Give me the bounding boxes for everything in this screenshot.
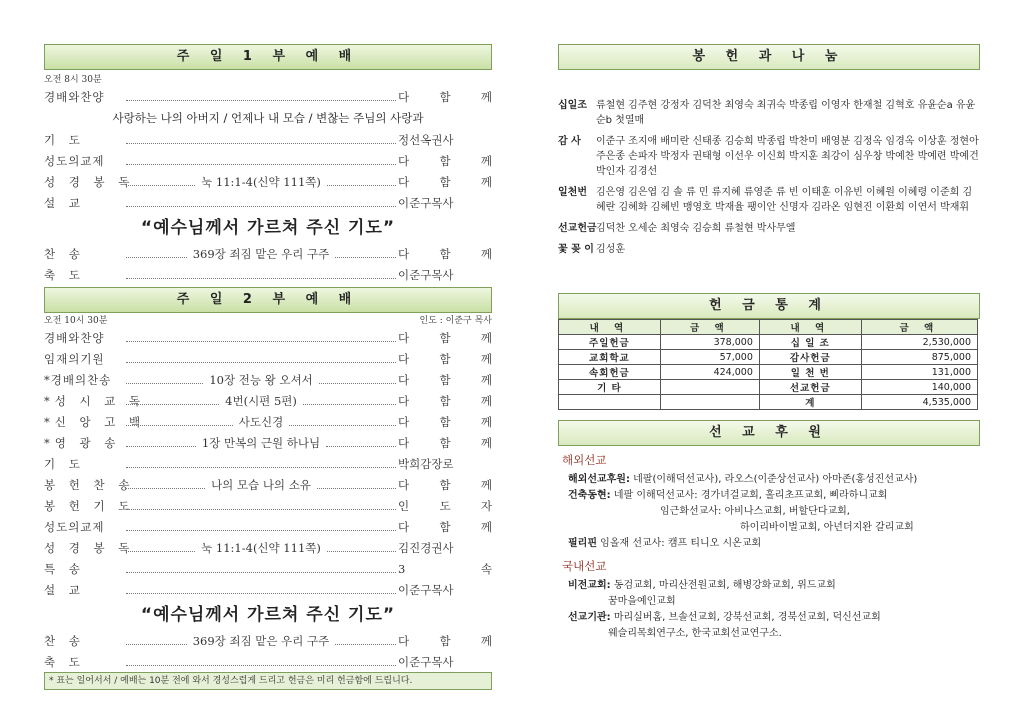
order-content: 1장 만복의 근원 하나님 <box>201 435 321 450</box>
totals-row <box>559 395 978 410</box>
order-row <box>44 516 492 537</box>
order-content: 눅 11:1-4(신약 111쪽) <box>201 174 321 189</box>
totals-label: 계 <box>759 395 861 410</box>
mission-line <box>568 520 980 536</box>
mission-label: 해외선교후원: <box>568 474 630 485</box>
totals-header: 내 역 <box>759 320 861 335</box>
order-item: 특 송 <box>44 561 85 576</box>
offering-names: 김덕찬 오세순 최영숙 김승희 류철현 박사무엘 <box>596 223 796 234</box>
order-row <box>44 558 492 579</box>
leader-dots <box>303 397 396 405</box>
leader-dots <box>126 637 187 645</box>
service2-order-a <box>44 327 492 600</box>
leader-dots <box>126 178 195 186</box>
order-row <box>44 474 492 495</box>
leader-dots <box>126 136 396 144</box>
leader-dots <box>126 250 187 258</box>
leader-dots <box>126 439 196 447</box>
order-person: 다 함 께 <box>398 633 492 648</box>
leader-dots <box>126 523 396 531</box>
mission-line <box>568 610 980 626</box>
order-item: 기 도 <box>44 132 85 147</box>
totals-label: 기 타 <box>559 380 661 395</box>
totals-label: 속회헌금 <box>559 365 661 380</box>
order-row <box>44 86 492 107</box>
order-item: 찬 송 <box>44 633 85 648</box>
offering-band: 봉 헌 과 나 눔 <box>558 44 980 70</box>
mission-line <box>568 472 980 488</box>
offering-names: 김은영 김은엽 김 솔 류 민 류지혜 류영준 류 빈 이태훈 이유빈 이혜원 이혜령 이준희 김혜란 김혜화 김혜빈 맹영호 박재율 팽이안 신명자 김라온 임현진 이환희 이연서 박재휘 <box>596 187 973 213</box>
mission-text: 동검교회, 마리산전원교회, 해병강화교회, 위드교회 <box>610 580 836 591</box>
order-person: 3 속 <box>398 561 492 576</box>
order-detail <box>124 565 398 573</box>
order-detail <box>124 93 398 101</box>
order-row <box>44 537 492 558</box>
service1-song-list: 사랑하는 나의 아버지 / 언제나 내 모습 / 변찮는 주님의 사랑과 <box>112 111 424 125</box>
leader-dots <box>335 250 396 258</box>
totals-label: 주일헌금 <box>559 335 661 350</box>
order-person: 인 도 자 <box>398 498 492 513</box>
order-item: 찬 송 <box>44 246 85 261</box>
order-row <box>44 129 492 150</box>
mission-label: 건축동현: <box>568 490 611 501</box>
order-row <box>44 579 492 600</box>
order-person: 다 함 께 <box>398 477 492 492</box>
totals-amount: 2,530,000 <box>861 335 977 350</box>
overseas-list <box>558 472 980 552</box>
totals-header: 금 액 <box>861 320 977 335</box>
order-item: 설 교 <box>44 195 85 210</box>
totals-body <box>559 335 978 410</box>
totals-header: 내 역 <box>559 320 661 335</box>
service1-order-b <box>44 129 492 213</box>
mission-line <box>568 488 980 504</box>
order-person: 정선옥권사 <box>398 132 454 147</box>
totals-label: 일 천 번 <box>759 365 861 380</box>
leader-dots <box>335 637 396 645</box>
order-content: 369장 죄짐 맡은 우리 구주 <box>192 246 330 261</box>
leader-dots <box>326 439 396 447</box>
order-item: *성 시 교 독 <box>44 393 146 408</box>
offering-label: 꽃 꽂 이 <box>558 244 594 255</box>
mission-line <box>568 626 980 642</box>
left-column <box>44 44 492 690</box>
order-person: 다 함 께 <box>398 89 492 104</box>
leader-dots <box>126 481 205 489</box>
leader-dots <box>126 355 396 363</box>
totals-label: 교회학교 <box>559 350 661 365</box>
totals-table <box>558 319 978 410</box>
totals-label: 감사헌금 <box>759 350 861 365</box>
leader-dots <box>126 93 396 101</box>
mission-line <box>568 536 980 552</box>
order-detail <box>124 523 398 531</box>
order-detail <box>124 414 398 430</box>
leader-dots <box>126 334 396 342</box>
totals-header-row <box>559 320 978 335</box>
leader-dots <box>126 658 396 666</box>
order-row <box>44 411 492 432</box>
order-detail <box>124 502 398 510</box>
order-item: 축 도 <box>44 654 85 669</box>
totals-band: 헌 금 통 계 <box>558 293 980 319</box>
order-person: 박희감장로 <box>398 456 454 471</box>
order-person: 이준구목사 <box>398 267 454 282</box>
mission-label: 필리핀 <box>568 538 597 549</box>
totals-label <box>559 395 661 410</box>
totals-label: 선교헌금 <box>759 380 861 395</box>
totals-amount <box>660 395 759 410</box>
order-item: 봉 헌 찬 송 <box>44 477 135 492</box>
order-item: 기 도 <box>44 456 85 471</box>
mission-text: 네팔(이해덕선교사), 라오스(이준상선교사) 아마존(홍성진선교사) <box>629 474 918 485</box>
overseas-title: 해외선교 <box>562 453 607 467</box>
totals-amount: 57,000 <box>660 350 759 365</box>
offering-names: 김성훈 <box>596 244 625 255</box>
order-row <box>44 264 492 285</box>
leader-dots <box>126 271 396 279</box>
order-item: 임재의기원 <box>44 351 105 366</box>
order-detail <box>124 355 398 363</box>
order-detail <box>124 435 398 451</box>
order-row <box>44 390 492 411</box>
order-content: 눅 11:1-4(신약 111쪽) <box>201 540 321 555</box>
totals-row <box>559 350 978 365</box>
order-detail <box>124 658 398 666</box>
order-detail <box>124 586 398 594</box>
order-person: 다 함 께 <box>398 393 492 408</box>
leader-dots <box>319 376 396 384</box>
offering-names: 류철현 김주현 강정자 김덕찬 최영숙 최귀숙 박종립 이영자 한재철 김혁호 유윤순a 유윤순b 첫열매 <box>596 100 976 126</box>
totals-label: 십 일 조 <box>759 335 861 350</box>
order-item: *경배의찬송 <box>44 372 112 387</box>
leader-dots <box>126 397 219 405</box>
order-detail <box>124 372 398 388</box>
order-content: 369장 죄짐 맡은 우리 구주 <box>192 633 330 648</box>
order-person: 다 함 께 <box>398 435 492 450</box>
offering-group <box>558 221 980 236</box>
order-row <box>44 327 492 348</box>
mission-text: 임올재 선교사: 캠프 티니오 시온교회 <box>596 538 762 549</box>
service1-sermon-title: “예수님께서 가르쳐 주신 기도” <box>140 218 396 238</box>
service1-time: 오전 8시 30분 <box>44 75 102 85</box>
service1-band: 주 일 1 부 예 배 <box>44 44 492 70</box>
order-item: 성 경 봉 독 <box>44 174 135 189</box>
offering-label: 십일조 <box>558 100 587 111</box>
order-row <box>44 243 492 264</box>
order-detail <box>124 460 398 468</box>
order-person: 다 함 께 <box>398 246 492 261</box>
order-item: 경배와찬양 <box>44 330 105 345</box>
service1-order-a <box>44 86 492 107</box>
order-detail <box>124 633 398 649</box>
mission-text: 꿈마을예인교회 <box>608 596 676 607</box>
mission-line <box>568 504 980 520</box>
order-item: 축 도 <box>44 267 85 282</box>
order-content: 4번(시편 5편) <box>225 393 297 408</box>
totals-amount: 378,000 <box>660 335 759 350</box>
totals-amount: 131,000 <box>861 365 977 380</box>
order-item: *신 앙 고 백 <box>44 414 146 429</box>
totals-amount: 140,000 <box>861 380 977 395</box>
order-row <box>44 369 492 390</box>
mission-text: 하이리바이벌교회, 아년더지완 갈리교회 <box>740 522 914 533</box>
service1-order-c <box>44 243 492 285</box>
order-person: 이준구목사 <box>398 195 454 210</box>
order-row <box>44 348 492 369</box>
leader-dots <box>126 418 233 426</box>
order-detail <box>124 246 398 262</box>
offering-names: 이준구 조지애 배미란 신태종 김승희 박종립 박찬미 배영분 김정옥 임경옥 이상훈 정현아 주은종 손파자 박정자 권태형 이선우 이신희 박지훈 최강이 심우창 박예찬 박예련 박예건 박인자 김경선 <box>596 136 979 177</box>
mission-label: 선교기관: <box>568 612 611 623</box>
offering-group <box>558 134 980 179</box>
totals-row <box>559 380 978 395</box>
leader-dots <box>126 199 396 207</box>
order-row <box>44 495 492 516</box>
leader-dots <box>126 376 203 384</box>
leader-dots <box>126 157 396 165</box>
offering-label: 감 사 <box>558 136 581 147</box>
leader-dots <box>126 565 396 573</box>
offering-group <box>558 98 980 128</box>
order-person: 다 함 께 <box>398 174 492 189</box>
mission-text: 임근화선교사: 아비나스교회, 버할단다교회, <box>660 506 850 517</box>
order-row <box>44 171 492 192</box>
mission-text: 웨슬리목회연구소, 한국교회선교연구소. <box>608 628 782 639</box>
domestic-list <box>558 578 980 642</box>
order-detail <box>124 157 398 165</box>
order-person: 김진경권사 <box>398 540 454 555</box>
offering-list <box>558 98 980 257</box>
mission-text: 마리실버홈, 브솔선교회, 강북선교회, 경북선교회, 덕신선교회 <box>610 612 881 623</box>
service2-time: 오전 10시 30분 <box>44 316 108 326</box>
order-person: 다 함 께 <box>398 519 492 534</box>
order-person: 이준구목사 <box>398 654 454 669</box>
mission-line <box>568 594 980 610</box>
totals-row <box>559 335 978 350</box>
service2-leader: 인도 : 이준구 목사 <box>419 316 492 326</box>
totals-header: 금 액 <box>660 320 759 335</box>
order-content: 10장 전능 왕 오셔서 <box>209 372 313 387</box>
order-item: 설 교 <box>44 582 85 597</box>
order-person: 다 함 께 <box>398 153 492 168</box>
totals-amount <box>660 380 759 395</box>
order-detail <box>124 136 398 144</box>
leader-dots <box>317 481 396 489</box>
leader-dots <box>327 178 396 186</box>
mission-line <box>568 578 980 594</box>
leader-dots <box>126 586 396 594</box>
service2-sermon-title: “예수님께서 가르쳐 주신 기도” <box>140 605 396 625</box>
order-detail <box>124 271 398 279</box>
order-detail <box>124 199 398 207</box>
order-item: 경배와찬양 <box>44 89 105 104</box>
totals-amount: 4,535,000 <box>861 395 977 410</box>
service2-timeline <box>44 315 492 327</box>
offering-label: 선교헌금 <box>558 223 597 234</box>
domestic-title: 국내선교 <box>562 559 607 573</box>
leader-dots <box>289 418 396 426</box>
order-item: *영 광 송 <box>44 435 121 450</box>
order-detail <box>124 540 398 556</box>
leader-dots <box>126 544 195 552</box>
order-row <box>44 651 492 672</box>
service2-note: * 표는 일어서서 / 예배는 10분 전에 와서 경성스럽게 드리고 헌금은 미리 헌금함에 드립니다. <box>44 672 492 690</box>
order-item: 성도의교제 <box>44 153 105 168</box>
order-content: 나의 모습 나의 소유 <box>211 477 311 492</box>
service2-band: 주 일 2 부 예 배 <box>44 287 492 313</box>
offering-group <box>558 185 980 215</box>
order-item: 봉 헌 기 도 <box>44 498 135 513</box>
order-detail <box>124 334 398 342</box>
totals-amount: 424,000 <box>660 365 759 380</box>
mission-text: 네팔 이해덕선교사: 경가녀걸교회, 홀리초프교회, 삐라하니교회 <box>610 490 888 501</box>
order-content: 사도신경 <box>238 414 284 429</box>
order-detail <box>124 393 398 409</box>
service2-order-b <box>44 630 492 672</box>
totals-row <box>559 365 978 380</box>
order-detail <box>124 174 398 190</box>
order-item: 성도의교제 <box>44 519 105 534</box>
leader-dots <box>126 502 396 510</box>
order-person: 다 함 께 <box>398 372 492 387</box>
order-detail <box>124 477 398 493</box>
order-item: 성 경 봉 독 <box>44 540 135 555</box>
totals-amount: 875,000 <box>861 350 977 365</box>
order-row <box>44 630 492 651</box>
order-person: 다 함 께 <box>398 330 492 345</box>
offering-group <box>558 242 980 257</box>
order-row <box>44 432 492 453</box>
order-row <box>44 150 492 171</box>
offering-label: 일천번 <box>558 187 587 198</box>
right-column <box>558 44 980 642</box>
order-person: 이준구목사 <box>398 582 454 597</box>
leader-dots <box>126 460 396 468</box>
missions-band: 선 교 후 원 <box>558 420 980 446</box>
order-person: 다 함 께 <box>398 351 492 366</box>
mission-label: 비전교회: <box>568 580 611 591</box>
order-row <box>44 453 492 474</box>
order-row <box>44 192 492 213</box>
leader-dots <box>327 544 396 552</box>
order-person: 다 함 께 <box>398 414 492 429</box>
